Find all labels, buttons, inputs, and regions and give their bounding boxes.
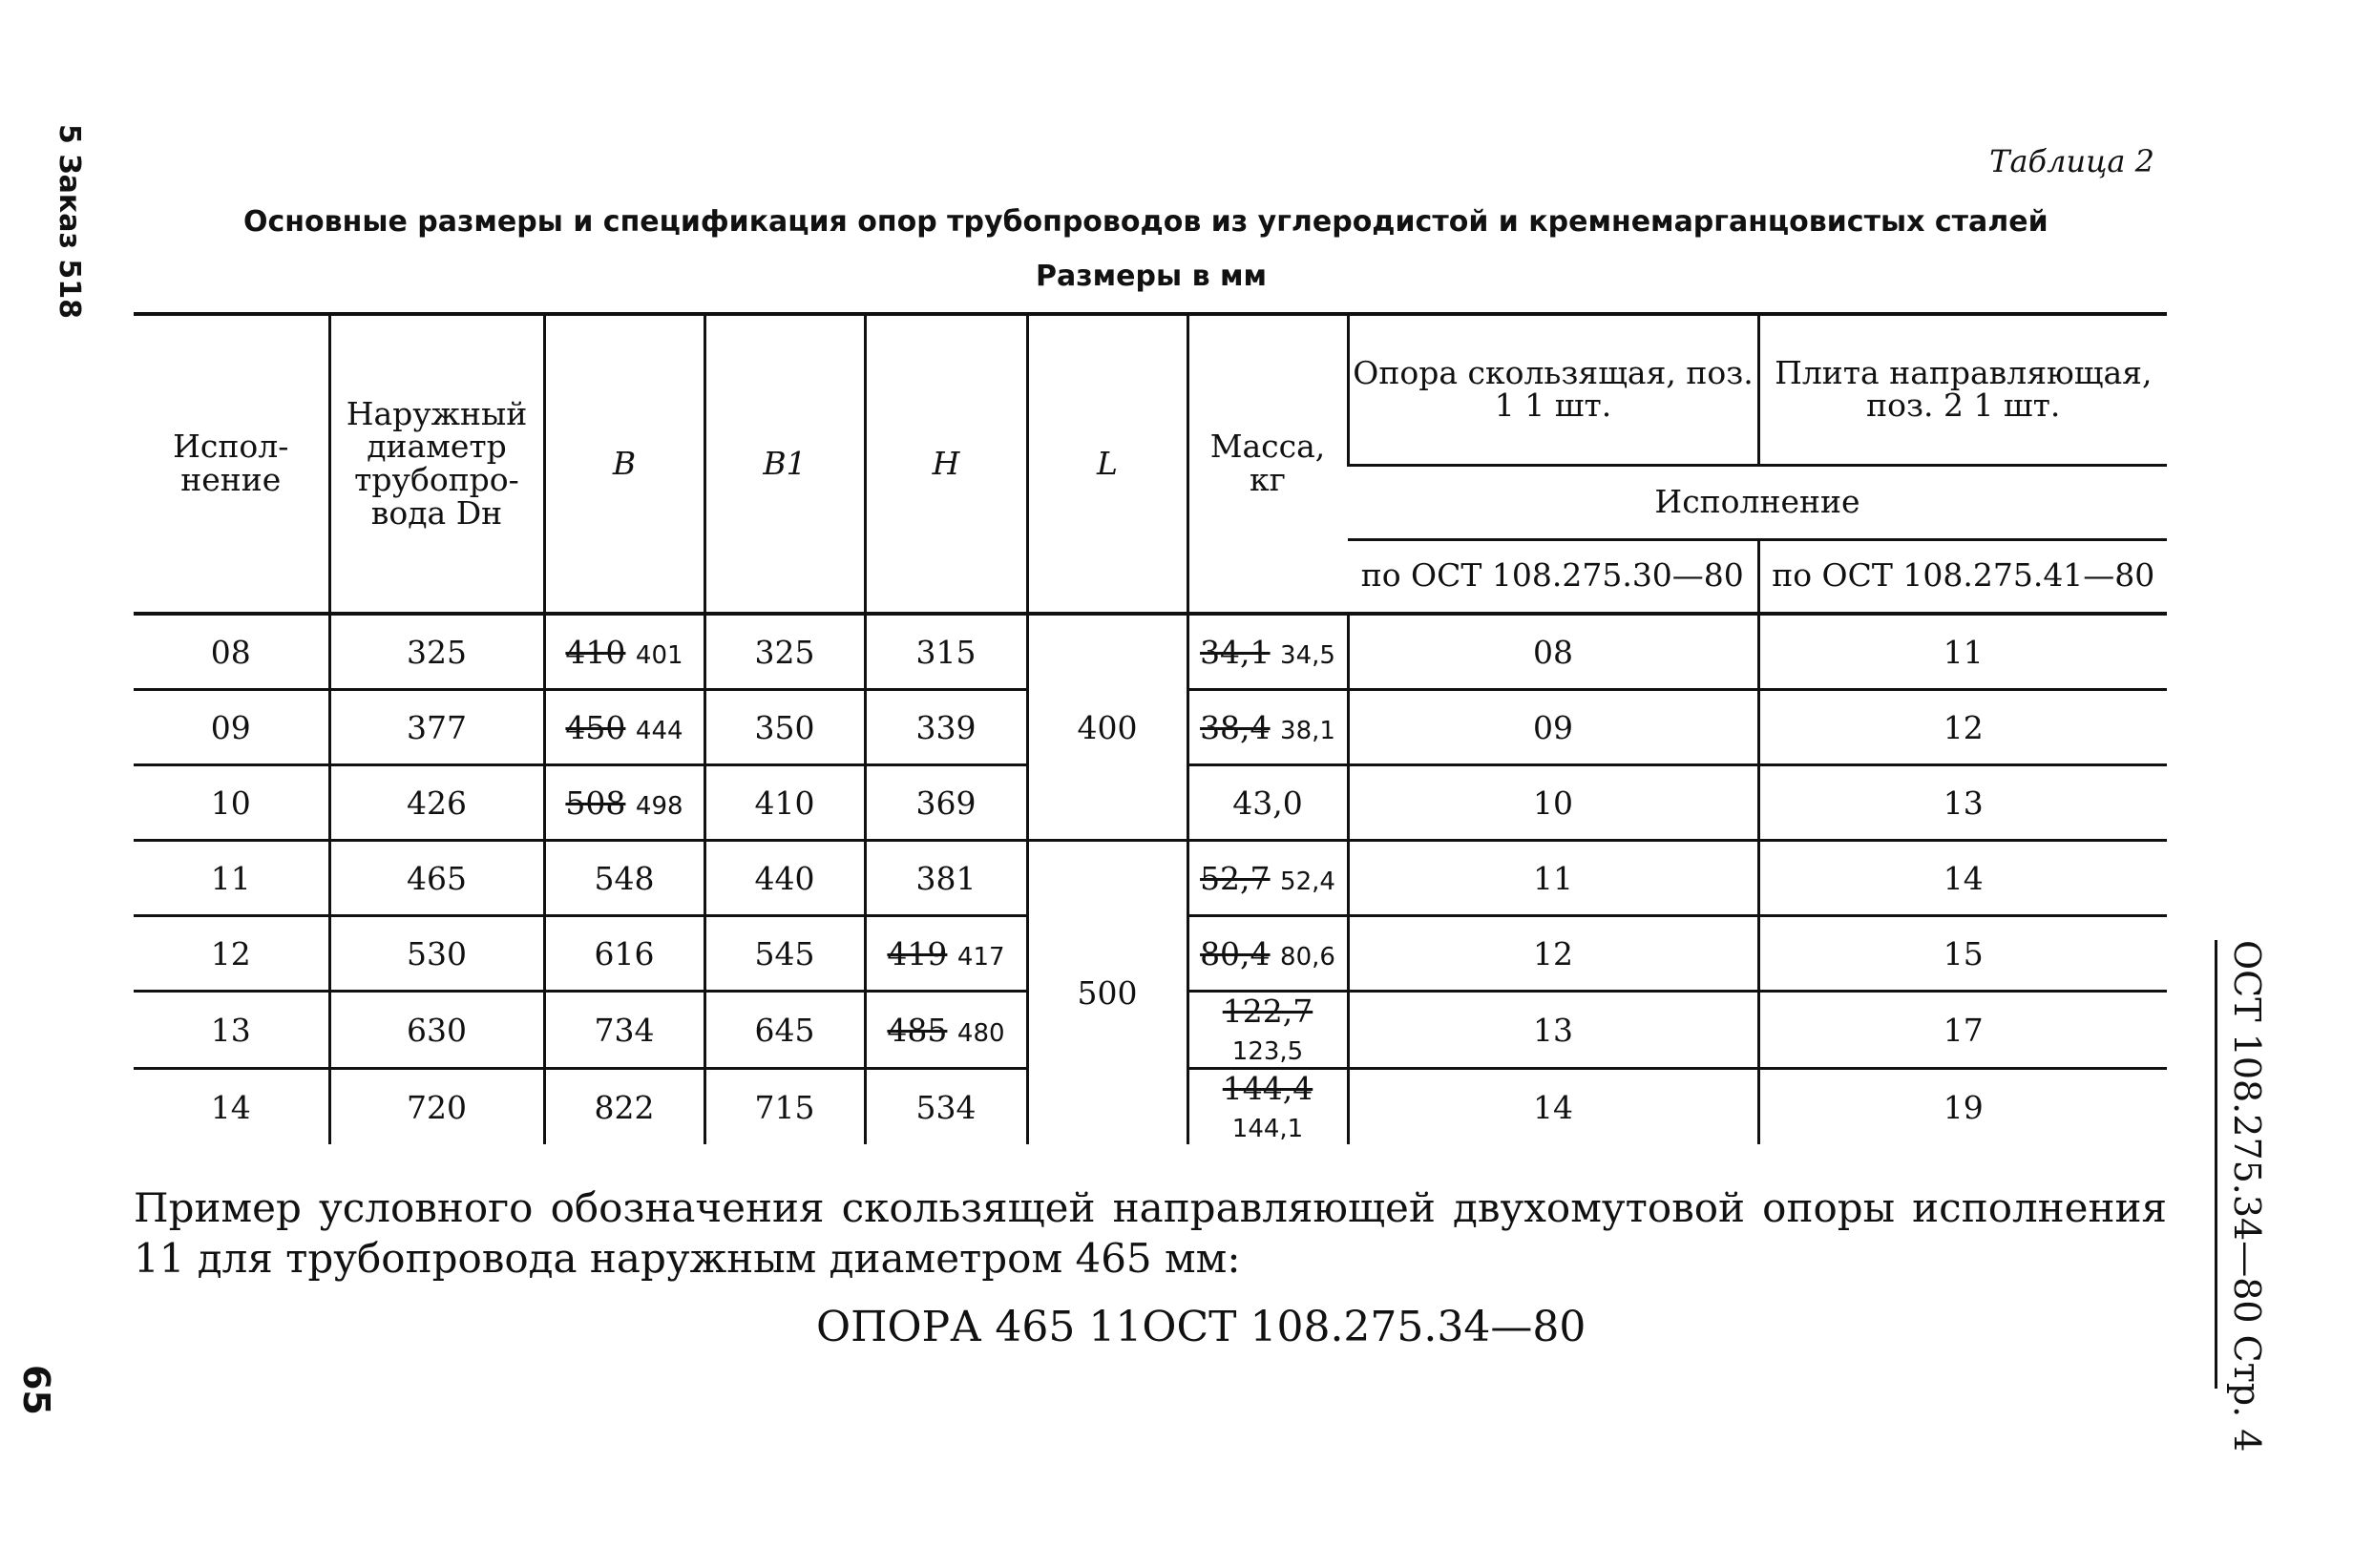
table-label: Таблица 2 — [1989, 143, 2154, 179]
cell-support: 14 — [1348, 1069, 1758, 1145]
cell-plate: 12 — [1758, 690, 2167, 765]
cell-diameter: 630 — [329, 992, 544, 1069]
cell-exec: 12 — [134, 916, 329, 992]
cell-plate: 19 — [1758, 1069, 2167, 1145]
cell-support: 13 — [1348, 992, 1758, 1069]
cell-b1: 410 — [704, 765, 865, 841]
cell-h: 315 — [865, 614, 1027, 690]
cell-b1: 440 — [704, 841, 865, 916]
cell-exec: 14 — [134, 1069, 329, 1145]
header-l: L — [1027, 314, 1187, 614]
cell-exec: 08 — [134, 614, 329, 690]
cell-b1: 325 — [704, 614, 865, 690]
cell-mass: 122,7 123,5 — [1187, 992, 1348, 1069]
cell-mass: 80,4 80,6 — [1187, 916, 1348, 992]
cell-plate: 17 — [1758, 992, 2167, 1069]
table-title: Основные размеры и спецификация опор трубопроводов из углеродистой и кремнемарганцовистых сталей — [243, 205, 2048, 239]
cell-support: 10 — [1348, 765, 1758, 841]
spec-table — [134, 312, 2167, 1144]
cell-b1: 350 — [704, 690, 865, 765]
cell-diameter: 426 — [329, 765, 544, 841]
header-ost-41: по ОСТ 108.275.41—80 — [1758, 539, 2167, 614]
cell-mass: 144,4 144,1 — [1187, 1069, 1348, 1145]
cell-b: 410 401 — [544, 614, 704, 690]
cell-b: 508 498 — [544, 765, 704, 841]
cell-h: 419 417 — [865, 916, 1027, 992]
cell-support: 09 — [1348, 690, 1758, 765]
cell-plate: 13 — [1758, 765, 2167, 841]
cell-b1: 715 — [704, 1069, 865, 1145]
margin-rule — [2215, 940, 2217, 1389]
cell-h: 534 — [865, 1069, 1027, 1145]
header-sliding-support: Опора скользящая, поз. 1 1 шт. — [1348, 314, 1758, 465]
cell-b: 822 — [544, 1069, 704, 1145]
cell-b: 548 — [544, 841, 704, 916]
cell-mass: 34,1 34,5 — [1187, 614, 1348, 690]
cell-diameter: 465 — [329, 841, 544, 916]
header-execution-group: Исполнение — [1348, 465, 2167, 539]
cell-diameter: 720 — [329, 1069, 544, 1145]
cell-h: 381 — [865, 841, 1027, 916]
cell-plate: 14 — [1758, 841, 2167, 916]
header-ost-30: по ОСТ 108.275.30—80 — [1348, 539, 1758, 614]
cell-support: 08 — [1348, 614, 1758, 690]
header-outer-diameter: Наружный диаметр трубопро- вода Dн — [329, 314, 544, 614]
cell-exec: 13 — [134, 992, 329, 1069]
units-note: Размеры в мм — [1036, 260, 1268, 293]
table-row — [134, 614, 2167, 690]
header-execution: Испол- нение — [134, 314, 329, 614]
designation-example: ОПОРА 465 11ОСТ 108.275.34—80 — [816, 1303, 1586, 1351]
cell-exec: 10 — [134, 765, 329, 841]
table-row — [134, 841, 2167, 916]
cell-b: 450 444 — [544, 690, 704, 765]
example-paragraph: Пример условного обозначения скользящей направляющей двухомутовой опоры исполнения 11 для трубопровода наружным диаметром 465 мм: — [134, 1184, 2167, 1282]
header-mass: Масса, кг — [1187, 314, 1348, 614]
cell-b1: 645 — [704, 992, 865, 1069]
cell-l-group1: 400 — [1027, 614, 1187, 841]
cell-b: 734 — [544, 992, 704, 1069]
cell-l-group2: 500 — [1027, 841, 1187, 1145]
cell-diameter: 530 — [329, 916, 544, 992]
cell-b: 616 — [544, 916, 704, 992]
header-h: H — [865, 314, 1027, 614]
cell-mass: 52,7 52,4 — [1187, 841, 1348, 916]
header-b1: B1 — [704, 314, 865, 614]
standard-reference: ОСТ 108.275.34—80 Стр. 4 — [2215, 940, 2272, 1417]
cell-plate: 11 — [1758, 614, 2167, 690]
cell-exec: 11 — [134, 841, 329, 916]
cell-support: 11 — [1348, 841, 1758, 916]
cell-mass: 38,4 38,1 — [1187, 690, 1348, 765]
cell-exec: 09 — [134, 690, 329, 765]
cell-h: 369 — [865, 765, 1027, 841]
cell-diameter: 325 — [329, 614, 544, 690]
cell-support: 12 — [1348, 916, 1758, 992]
header-guide-plate: Плита направляющая, поз. 2 1 шт. — [1758, 314, 2167, 465]
cell-diameter: 377 — [329, 690, 544, 765]
order-note: 5 Заказ 518 — [53, 124, 86, 319]
cell-h: 485 480 — [865, 992, 1027, 1069]
header-b: B — [544, 314, 704, 614]
cell-plate: 15 — [1758, 916, 2167, 992]
cell-h: 339 — [865, 690, 1027, 765]
cell-b1: 545 — [704, 916, 865, 992]
page-number: 65 — [15, 1365, 57, 1415]
cell-mass: 43,0 — [1187, 765, 1348, 841]
